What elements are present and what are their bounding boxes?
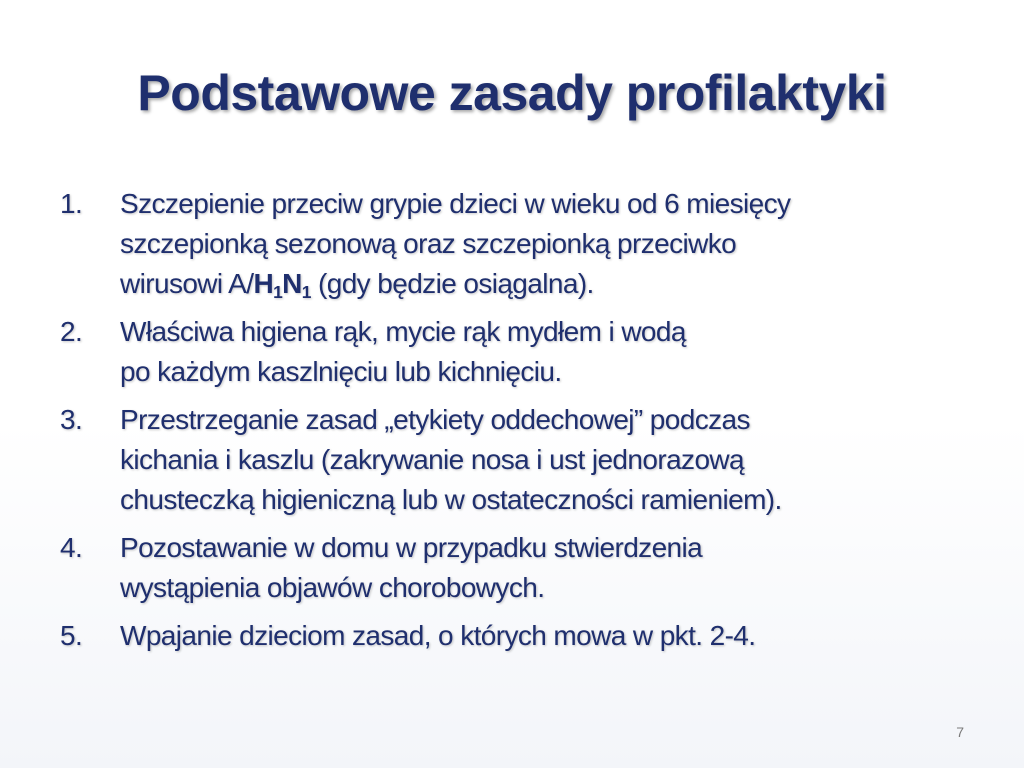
list-item-2 — [60, 312, 980, 392]
list-item-text-line: wystąpienia objawów chorobowych. — [120, 572, 545, 603]
virus-n-subscript: 1 — [301, 282, 311, 303]
page-number: 7 — [956, 724, 964, 740]
virus-h-subscript: 1 — [273, 282, 283, 303]
list-item-number: 1. — [60, 188, 83, 219]
list-item-text-line: chusteczką higieniczną lub w ostateczności ramieniem). — [120, 484, 782, 515]
virus-suffix-text: (gdy będzie osiągalna). — [310, 268, 594, 299]
list-item-number: 3. — [60, 404, 83, 435]
list-item-text-line: Przestrzeganie zasad „etykiety oddechowej” podczas — [120, 404, 750, 435]
list-item-text-line: kichania i kaszlu (zakrywanie nosa i ust jednorazową — [120, 444, 745, 475]
list-item-3 — [60, 400, 980, 520]
list-item-4 — [60, 528, 980, 608]
slide-title: Podstawowe zasady profilaktyki — [137, 65, 887, 121]
virus-h-letter: H — [253, 268, 274, 299]
list-item-number: 5. — [60, 620, 83, 651]
list-item-text-line: po każdym kaszlnięciu lub kichnięciu. — [120, 356, 562, 387]
list-item-text-line: Właściwa higiena rąk, mycie rąk mydłem i wodą — [120, 316, 686, 347]
list-item-1 — [60, 184, 980, 304]
list-item-5 — [60, 616, 980, 656]
list-item-text-line: Wpajanie dzieciom zasad, o których mowa w pkt. 2-4. — [120, 620, 756, 651]
virus-prefix-text: wirusowi A/ — [120, 268, 254, 299]
list-item-number: 2. — [60, 316, 83, 347]
list-item-text-line: szczepionką sezonową oraz szczepionką przeciwko — [120, 228, 737, 259]
list-item-text-line: Szczepienie przeciw grypie dzieci w wieku od 6 miesięcy — [120, 188, 791, 219]
list-item-number: 4. — [60, 532, 83, 563]
prevention-rules-list — [60, 184, 980, 664]
list-item-text-line: Pozostawanie w domu w przypadku stwierdzenia — [120, 532, 703, 563]
virus-n-letter: N — [282, 268, 302, 299]
list-item-text-line-with-virus — [120, 264, 980, 304]
